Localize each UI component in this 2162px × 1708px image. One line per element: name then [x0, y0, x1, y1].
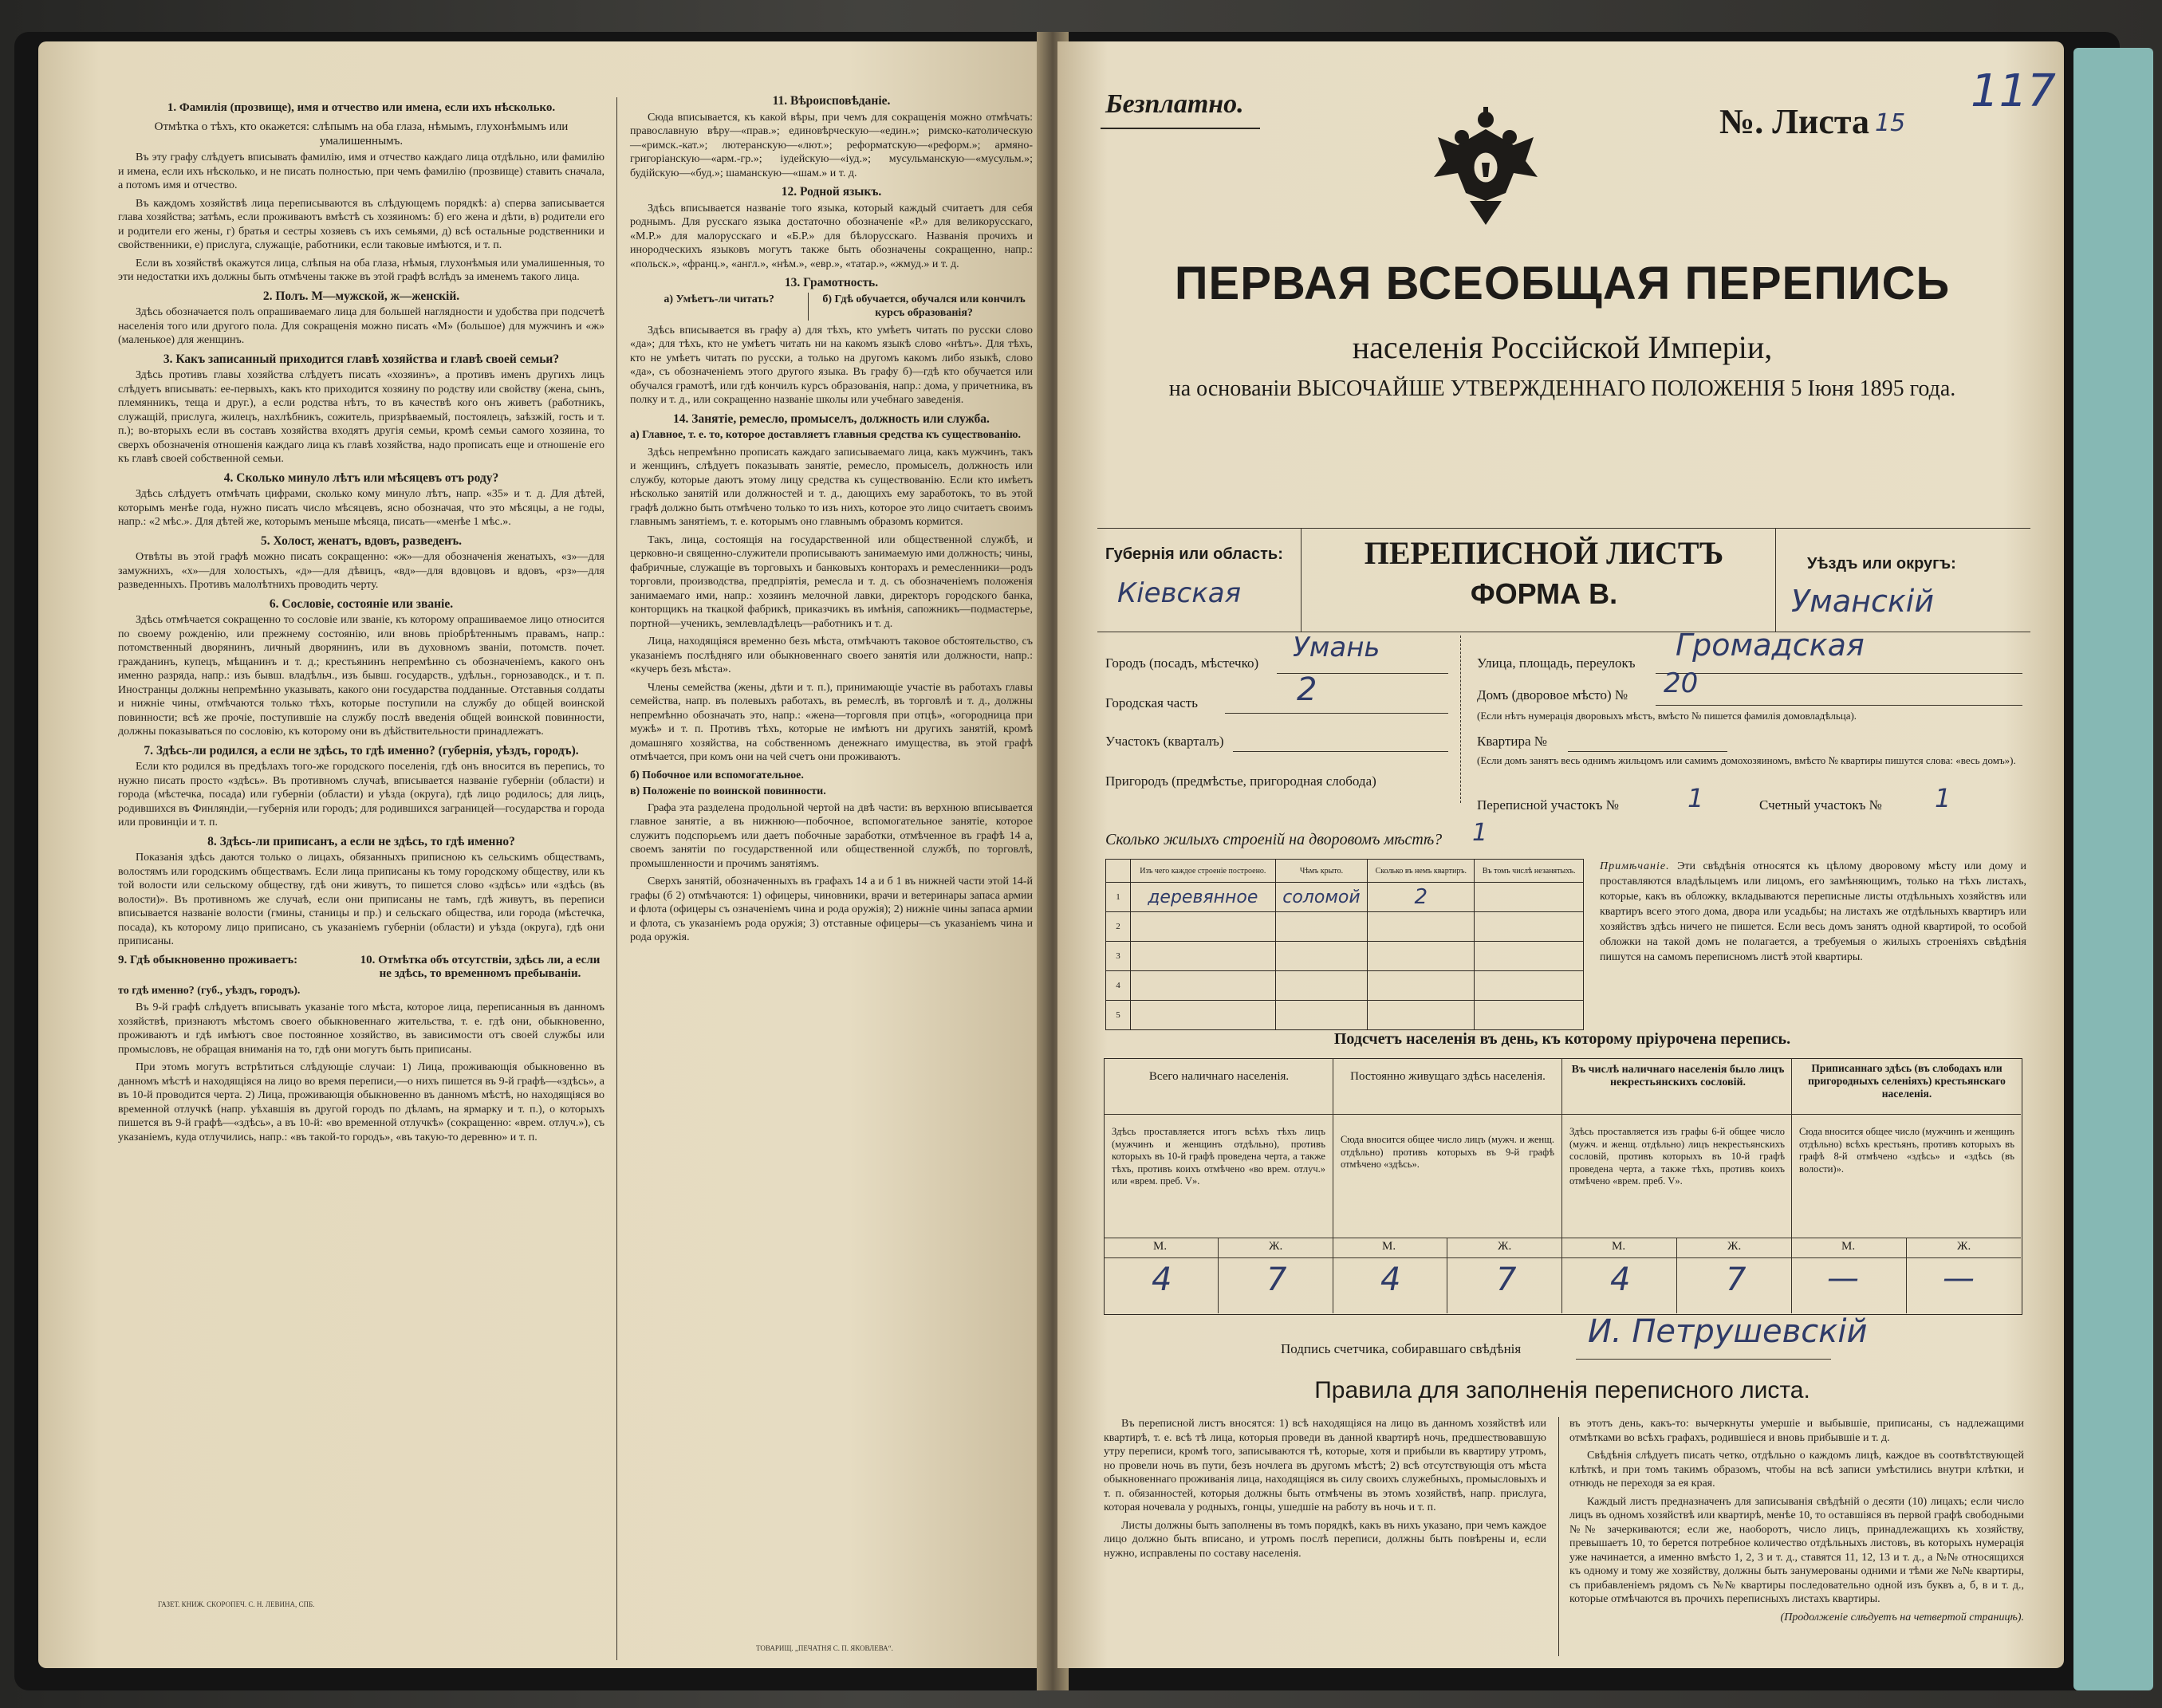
sheet-number-label: №. Листа [1719, 102, 1870, 141]
census-section-label: Переписной участокъ № [1477, 797, 1619, 813]
rules-column-1 [1104, 1417, 1546, 1564]
signature-line [1576, 1359, 1831, 1360]
section-1-title: 1. Фамилія (прозвище), имя и отчество или имена, если ихъ нѣсколько. [167, 101, 556, 114]
section-7-title: 7. Здѣсь-ли родился, а если не здѣсь, то гдѣ именно? (губернія, уѣздъ, городъ). [144, 743, 579, 758]
row-roof [1275, 1001, 1368, 1030]
count-col4-desc: Сюда вносится общее число (мужчинъ и женщинъ отдѣльно) всѣхъ крестьянъ, противъ которыхъ въ графѣ 8-й отмѣчено «здѣсь» и «здѣсь (въ волости)». [1799, 1126, 2014, 1175]
table-header-roof: Чѣмъ крыто. [1275, 860, 1368, 883]
table-header-empty: Въ томъ числѣ незанятыхъ. [1475, 860, 1584, 883]
section-5-title: 5. Холост, женатъ, вдовъ, разведенъ. [260, 533, 463, 548]
section-label: Участокъ (кварталъ) [1105, 734, 1224, 749]
census-section-value: 1 [1687, 783, 1704, 813]
signature-label: Подпись счетчика, собиравшаго свѣдѣнія [1281, 1341, 1522, 1356]
form-subtitle: ФОРМА В. [1470, 577, 1618, 610]
enumerator-signature: И. Петрушевскій [1588, 1313, 1868, 1350]
non-peasant-female-count: 7 [1726, 1261, 1747, 1298]
peasant-male-count: — [1827, 1260, 1859, 1297]
rules-title: Правила для заполненія переписного листа. [1314, 1377, 1810, 1403]
section-14-c: в) Положеніе по воинской повинности. [630, 785, 826, 797]
street-line [1656, 673, 2022, 674]
archive-folio-number: 117 [1971, 65, 2056, 117]
count-col3-title: Въ числѣ наличнаго населенія было лицъ некрестьянскихъ сословій. [1571, 1064, 1785, 1088]
row-empty [1475, 883, 1584, 912]
row-empty [1475, 1001, 1584, 1030]
section-6-title: 6. Сословіе, состояніе или званіе. [269, 596, 454, 611]
section-14-text-1: Здѣсь непремѣнно прописать каждаго записываемаго лица, какъ мужчинъ, такъ и женщинъ, слѣдуетъ показывать занятіе, ремесло, промыселъ, должность или службу, которые даютъ этому лицу средства къ существованію. Если кто имѣетъ нѣсколько занятій или должностей и т. д., дающихъ ему заработокъ, то въ этой графѣ должно быть отмѣчено только то изъ нихъ, которое это лицо считаетъ своимъ главнымъ занятіемъ, т. е. которымъ оно главнымъ образомъ кормится. [630, 446, 1033, 528]
row-number: 5 [1106, 1001, 1131, 1030]
left-footer-printer: ГАЗЕТ. КНИЖ. СКОРОПЕЧ. С. Н. ЛЕВИНА, СПБ. [158, 1600, 315, 1608]
table-row [1106, 1001, 1584, 1030]
section-14-title: 14. Занятіе, ремесло, промыселъ, должность или служба. [673, 411, 990, 426]
peasant-female-count: — [1943, 1260, 1975, 1297]
count-mf-split-1 [1218, 1238, 1219, 1313]
instructions-column-2 [630, 89, 1033, 949]
street-label: Улица, площадь, переулокъ [1477, 655, 1636, 671]
col3-f-label: Ж. [1727, 1240, 1742, 1253]
col1-m-label: М. [1153, 1240, 1168, 1253]
col1-f-label: Ж. [1269, 1240, 1283, 1253]
total-male-count: 4 [1152, 1261, 1172, 1298]
count-col1-desc: Здѣсь проставляется итогъ всѣхъ тѣхъ лицъ (мужчинъ и женщинъ отдѣльно), противъ которыхъ въ 10-й графѣ проведена черта, а также тѣхъ, противъ коихъ отмѣчено «во врем. отлуч.» или «врем. преб. V». [1112, 1126, 1325, 1187]
section-9-text-2: При этомъ могутъ встрѣтиться слѣдующіе случаи: 1) Лица, проживающія обыкновенно въ данномъ мѣстѣ и находящіяся на лицо во время переписи,—о нихъ пишется въ 9-й графѣ—«здѣсь», а въ 10-й проводится черта. 2) Лица, проживающія обыкновенно въ данномъ мѣстѣ, но находящіяся во временной отлучкѣ (напр. уѣхавшія въ другой городъ по дѣламъ, на ярмарку и т. п.), о которыхъ пишется въ 9-й графѣ—«здѣсь», а въ 10-й: «во временной отлучкѣ» (сокращенно: «врем. отлуч.»), съ указаніемъ, куда отлучились, напр.: «въ такой-то городъ», «въ такую-то деревню» и т. п. [118, 1061, 604, 1143]
street-value: Громадская [1676, 628, 1865, 663]
rules-continued: (Продолженіе слѣдуетъ на четвертой страницѣ). [1780, 1611, 2024, 1623]
row-number: 1 [1106, 883, 1131, 912]
section-14-text-2: Такъ, лица, состоящія на государственной или общественной службѣ, и церковно-и священно-служители прописываютъ занимаемую ими должность; чины, фабричные, служащіе въ торговыхъ и банковыхъ конторахъ и ремесленники—родъ торговли, производства, предпріятія, ремесла и т. д. съ обозначеніемъ положенія занимаемаго ими, напр.: хозяинъ мелочной лавки, директоръ городского банка, конторщикъ на ткацкой фабрикѣ, приказчикъ въ имѣнія, сапожникъ—подмастерье, портной—ученикъ, землевладѣлецъ—работникъ и т. д. [630, 533, 1033, 630]
section-14-text-3: Лица, находящіяся временно безъ мѣста, отмѣчаютъ таковое обстоятельство, съ указаніемъ послѣдняго или обыкновеннаго своего занятія или должности, напр.: «кучеръ безъ мѣста». [630, 636, 1033, 675]
table-header-apartments: Сколько въ немъ квартиръ. [1368, 860, 1475, 883]
section-1-note: Отмѣтка о тѣхъ, кто окажется: слѣпымъ на оба глаза, нѣмымъ, глухонѣмымъ или умалишеннымъ. [154, 120, 569, 148]
district-value: Уманскій [1791, 584, 1935, 619]
row-apartments: 2 [1368, 883, 1475, 912]
count-header-rule [1104, 1114, 2021, 1115]
province-label: Губернія или область: [1105, 545, 1283, 563]
count-section-label: Счетный участокъ № [1759, 797, 1882, 813]
rules-text-5: Каждый листъ предназначенъ для записыванія свѣдѣній о десяти (10) лицахъ; если число лицъ въ одномъ хозяйствѣ или квартирѣ, менѣе 10, то оставшіяся въ первой графѣ свободными №№ зачеркиваются; если же, наоборотъ, число лицъ, принадлежащихъ къ хозяйству, превышаетъ 10, то берется потребное количество отдѣльныхъ листовъ, въ которыхъ нумерація уже начинается, а именно вмѣсто 1, 2, 3 и т. д., ставятся 11, 12, 13 и т. д., а №№ относящихся къ одному и тому же хозяйству, должны быть занумерованы одними и тѣми же №№ квартиры, съ прибавленіемъ рядомъ съ №№ квартиры последовательно одной изъ буквъ а, б, в и т. д., которые отмѣчаются въ прочихъ переписныхъ листахъ квартиры. [1569, 1495, 2024, 1605]
district-label: Уѣздъ или округъ: [1807, 555, 1956, 573]
section-1-text-3: Если въ хозяйствѣ окажутся лица, слѣпыя на оба глаза, нѣмыя, глухонѣмыя или умалишенныя, то эти недостатки ихъ должны быть отмѣчены также въ этой графѣ вслѣдъ за именемъ такого лица. [118, 257, 604, 283]
row-apartments [1368, 1001, 1475, 1030]
row-number: 3 [1106, 942, 1131, 971]
col2-m-label: М. [1382, 1240, 1396, 1253]
resident-female-count: 7 [1496, 1261, 1517, 1298]
free-label: Безплатно. [1105, 89, 1244, 119]
col3-m-label: М. [1612, 1240, 1626, 1253]
count-mf-split-4 [1906, 1238, 1907, 1313]
count-col2-title: Постоянно живущаго здѣсь населенія. [1350, 1070, 1546, 1083]
header-divider-1 [1301, 528, 1302, 632]
table-header-material: Изъ чего каждое строеніе построено. [1131, 860, 1276, 883]
section-2-title: 2. Полъ. М—мужской, ж—женскій. [262, 289, 460, 303]
section-13-title: 13. Грамотность. [784, 276, 879, 289]
row-material [1131, 912, 1276, 942]
census-basis: на основаніи ВЫСОЧАЙШЕ УТВЕРЖДЕННАГО ПОЛОЖЕНІЯ 5 Іюня 1895 года. [1168, 376, 1956, 401]
row-apartments [1368, 912, 1475, 942]
suburb-label: Пригородъ (предмѣстье, пригородная слобода) [1105, 773, 1376, 789]
left-page [38, 41, 1049, 1668]
city-label: Городъ (посадъ, мѣстечко) [1105, 655, 1259, 671]
count-title: Подсчетъ населенія въ день, къ которому пріурочена перепись. [1333, 1030, 1791, 1048]
apartment-note: (Если домъ занятъ весь однимъ жильцомъ или самимъ домохозяиномъ, вмѣсто № квартиры пишутся слова: «весь домъ»). [1477, 754, 2016, 766]
form-title: ПЕРЕПИСНОЙ ЛИСТЪ [1364, 535, 1724, 571]
census-subtitle: населенія Россійской Имперіи, [1352, 329, 1773, 365]
count-values-rule [1104, 1257, 2021, 1258]
census-title: ПЕРВАЯ ВСЕОБЩАЯ ПЕРЕПИСЬ [1174, 258, 1951, 309]
apartment-line [1568, 751, 1727, 752]
table-row [1106, 942, 1584, 971]
count-col3-desc: Здѣсь проставляется изъ графы 6-й общее число (мужч. и женщ. отдѣльно) лицъ некрестьянскихъ сословій, противъ которыхъ въ 10-й графѣ проведена черта, а также тѣхъ, противъ коихъ отмѣчено «врем. преб. V». [1569, 1126, 1785, 1187]
rules-text-3: въ этотъ день, какъ-то: вычеркнуты умершіе и выбывшіе, приписаны, съ надлежащими отмѣтками во всѣхъ графахъ, родившіеся и вновь прибывшіе и т. д. [1569, 1418, 2024, 1444]
note-text: Эти свѣдѣнія относятся къ цѣлому дворовому мѣсту или дому и проставляются владѣльцемъ или лицомъ, его замѣняющимъ, только на тѣхъ листахъ, которые, какъ въ обложку, вкладываются переписные листы отдѣльныхъ хозяйствъ или квартиръ всего этого дома, двора или усадьбы; на листахъ же отдѣльныхъ квартиръ или хозяйствъ здѣсь ничего не пишется. Если весь домъ занятъ одной квартирой, то особой обложки на такой домъ не полагается, а требуемыя о жилыхъ строеніяхъ свѣдѣнія пишутся на самомъ переписномъ листѣ этой квартиры. [1600, 860, 2026, 963]
section-line [1233, 751, 1448, 752]
section-5-text: Отвѣты въ этой графѣ можно писать сокращенно: «ж»—для обозначенія женатыхъ, «з»—для замужнихъ, «х»—для холостыхъ, «д»—для дѣвицъ, «вд»—для вдовцовъ и вдовъ, «рз»—для разведенныхъ. Противъ малолѣтнихъ проводить черту. [118, 551, 604, 591]
section-13-a: а) Умѣетъ-ли читать? [630, 293, 809, 321]
row-material [1131, 942, 1276, 971]
rules-text-1: Въ переписной листъ вносятся: 1) всѣ находящіяся на лицо въ данномъ хозяйствѣ или квартирѣ, т. е. всѣ тѣ лица, которыя проведи въ данной квартирѣ ночь, предшествовавшую утру переписи, кромѣ того, записываются тѣ, которые, хотя и прибыли въ квартиру утромъ, но провели ночь въ пути, безъ ночлега въ другомъ мѣстѣ; 2) всѣ отсутствующія отъ мѣста обыкновеннаго проживанія лица, находящіяся въ силу своихъ служебныхъ, промысловыхъ и т. п. обязанностей, которыя должны быть отмѣчены въ этомъ хозяйствѣ, напр. прислуга, которая ночевала у родныхъ, гонцы, ушедшіе на работу въ ночь и т. п. [1104, 1418, 1546, 1513]
count-section-value: 1 [1935, 783, 1951, 813]
free-underline [1101, 128, 1260, 129]
total-female-count: 7 [1266, 1261, 1287, 1298]
table-corner [1106, 860, 1131, 883]
book-side-tab [2073, 48, 2153, 1690]
row-material [1131, 971, 1276, 1001]
house-value: 20 [1664, 667, 1699, 699]
col2-f-label: Ж. [1498, 1240, 1512, 1253]
address-divider [1460, 636, 1461, 803]
row-number: 2 [1106, 912, 1131, 942]
count-divider-3 [1791, 1058, 1792, 1313]
row-empty [1475, 942, 1584, 971]
house-line [1656, 705, 2022, 706]
instructions-column-1 [118, 96, 604, 1148]
section-3-text: Здѣсь противъ главы хозяйства слѣдуетъ писать «хозяинъ», а противъ именъ другихъ лицъ слѣдуетъ вписывать: ее-первыхъ, какъ кто приходится хозяину по родству или свойству (жена, сынъ, племянникъ, теща и друг.), а если родства нѣтъ, то въ качествѣ кого онъ живетъ (работникъ, служащій, прислуга, жилецъ, нахлѣбникъ, сожитель, призрѣваемый, постоялецъ, заѣзжій, гость и т. п.); во-вторыхъ если въ составъ хозяйства входятъ другія семьи, кромѣ семьи самого хозяина, то сверхъ обозначенія отношенія каждаго лица къ главѣ хозяйства, надо прописать еще и отношеніе его къ главѣ своей собственной семьи. [118, 369, 604, 465]
section-10-title: 10. Отмѣтка объ отсутствіи, здѣсь ли, а если не здѣсь, то временномъ пребываніи. [360, 953, 601, 980]
count-mf-split-3 [1676, 1238, 1677, 1313]
count-col2-desc: Сюда вносится общее число лицъ (мужч. и женщ. отдѣльно) противъ которыхъ въ 9-й графѣ отмѣчено «здѣсь». [1341, 1134, 1554, 1170]
row-roof [1275, 912, 1368, 942]
city-value: Умань [1293, 632, 1380, 663]
rules-divider [1558, 1417, 1559, 1656]
row-material [1131, 1001, 1276, 1030]
section-1-text-1: Въ эту графу слѣдуетъ вписывать фамилію, имя и отчество каждаго лица отдѣльно, или фамилію и имена, если ихъ нѣсколько, и не писать полностью, при чемъ фамилію (прозвище) ставить сначала, а потомъ имя и отчество. [118, 152, 604, 191]
city-part-line [1225, 713, 1448, 714]
row-material: деревянное [1131, 883, 1276, 912]
city-part-label: Городская часть [1105, 695, 1198, 710]
right-page [1057, 41, 2064, 1668]
note-title: Примѣчаніе. [1600, 860, 1670, 872]
buildings-table [1105, 859, 1584, 1030]
row-roof: соломой [1275, 883, 1368, 912]
section-9-subtitle: то гдѣ именно? (губ., уѣздъ, городъ). [118, 984, 301, 997]
section-9-text: Въ 9-й графѣ слѣдуетъ вписывать указаніе того мѣста, которое лица, переписанныя въ данномъ хозяйствѣ, признаютъ мѣстомъ своего обыкновеннаго жительства, т. е. гдѣ они, обыкновенно, проживаютъ и гдѣ имѣютъ свое постоянное хозяйство, въ зависимости отъ своей службы или промысловъ, не обращая вниманія на то, гдѣ они могутъ быть приписаны. [118, 1002, 604, 1056]
section-1-text-2: Въ каждомъ хозяйствѣ лица переписываются въ слѣдующемъ порядкѣ: а) сперва записывается глава хозяйства; затѣмъ, если проживаютъ вмѣстѣ съ хозяиномъ: б) его жена и дѣти, в) родители его и родители его жены, г) братья и сестры хозяевъ съ ихъ семьями, д) всѣ остальные родственники и свойственники, е) прислуга, служащіе, работники, если таковые имѣются, и т. п. [118, 197, 604, 251]
row-empty [1475, 912, 1584, 942]
resident-male-count: 4 [1380, 1261, 1401, 1298]
section-9-title: 9. Гдѣ обыкновенно проживаетъ: [118, 953, 298, 966]
buildings-note [1600, 859, 2026, 965]
section-14-a: а) Главное, т. е. то, которое доставляетъ главныя средства къ существованію. [630, 429, 1021, 441]
sheet-number-value: 15 [1875, 109, 1906, 137]
section-14-text-5: Графа эта разделена продольной чертой на двѣ части: въ верхнюю вписывается главное занятіе, а въ нижнюю—побочное, вспомогательное занятіе, которое служитъ подспорьемъ или даетъ побочные заработки, отмѣченное въ графѣ 14 а, своемъ занятіи по государственной или общественной службѣ, по торговлѣ, промышленности и прочимъ занятіямъ. [630, 801, 1033, 870]
section-8-text: Показанія здѣсь даются только о лицахъ, обязанныхъ приписною къ сельскимъ обществамъ, волостямъ или городскимъ обществамъ. Если лица приписаны къ тому городскому обществу, или къ той волости или сельскому обществу, гдѣ они живутъ, то пишется слово «здѣсь» или «здѣсь (въ волости)». Въ противномъ же случаѣ, если они приписаны не тамъ, гдѣ живутъ, въ переписи вписывается названіе волости (гмины, станицы и пр.) и сельскаго общества, или города (мѣстечка, посада), къ которому лицо приписано, съ указаніемъ губерніи (области) и уѣзда (округа), гдѣ они приписаны. [118, 852, 604, 947]
rules-text-2: Листы должны быть заполнены въ томъ порядкѣ, какъ въ нихъ указано, при чемъ каждое лицо должно быть вписано, и утромъ послѣ переписи, должны быть повѣрены и, если нужно, исправлены по составу населенія. [1104, 1519, 1546, 1560]
section-13-text: Здѣсь вписывается въ графу а) для тѣхъ, кто умѣетъ читать по русски слово «да»; для тѣхъ, кто не умѣетъ читать ни на какомъ языкѣ слово «нѣтъ». Для тѣхъ, кто не умѣетъ читать по русски, а только на другомъ какомъ либо языкѣ, слово «да», съ обозначеніемъ этого другого языка. Въ графу б)—гдѣ кто обучается или обучался грамотѣ, или гдѣ кончилъ курсъ образованія, напр.: дома, у причетника, въ полку и т. д., или сокращенно названіе школы или учебнаго заведенія. [630, 324, 1033, 406]
section-3-title: 3. Какъ записанный приходится главѣ хозяйства и главѣ своей семьи? [163, 352, 560, 366]
double-eagle-emblem [1426, 105, 1546, 233]
section-4-text: Здѣсь слѣдуетъ отмѣчать цифрами, сколько кому минуло лѣтъ, напр. «35» и т. д. Для дѣтей, которымъ менѣе года, нужно писать число мѣсяцевъ, ясно обозначая, что это мѣсяцы, а не годы, напр.: «2 мѣс.». Для дѣтей же, которымъ меньше мѣсяца, писать—«менѣе 1 мѣс.». [118, 488, 604, 528]
section-12-title: 12. Родной языкъ. [781, 185, 882, 199]
section-14-b: б) Побочное или вспомогательное. [630, 769, 804, 781]
section-12-text: Здѣсь вписывается названіе того языка, который каждый считаетъ для себя роднымъ. Для русскаго языка достаточно обозначеніе «Р.» для великорусскаго, «М.Р.» для малорусскаго и «Б.Р.» для бѣлорусскаго. Названія прочихъ и инородческихъ языковъ могутъ также быть обозначены сокращенно, напр.: «польск.», «франц.», «англ.», «нѣм.», «евр.», «татар.», «жмуд.» и т. д. [630, 202, 1033, 270]
section-4-title: 4. Сколько минуло лѣтъ или мѣсяцевъ отъ роду? [223, 470, 499, 485]
row-apartments [1368, 971, 1475, 1001]
table-row [1106, 971, 1584, 1001]
left-footer-press: ТОВАРИЩ. „ПЕЧАТНЯ С. П. ЯКОВЛЕВА“. [756, 1644, 893, 1652]
apartment-label: Квартира № [1477, 734, 1548, 749]
col4-f-label: Ж. [1957, 1240, 1971, 1253]
row-apartments [1368, 942, 1475, 971]
section-14-text-6: Сверхъ занятій, обозначенныхъ въ графахъ 14 а и б 1 въ нижней части этой 14-й графы (б 2) отмѣчаются: 1) офицеры, чиновники, врачи и ветеринары запаса армии и флота (офицеры съ означеніемъ чина и рода оружія); 2) нижніе чины запаса армии и флота, съ указаніемъ рода оружія; 3) отставные офицеры—съ указаніемъ чина и рода оружія. [630, 876, 1033, 943]
count-col1-title: Всего наличнаго населенія. [1148, 1070, 1290, 1083]
row-roof [1275, 971, 1368, 1001]
table-row [1106, 883, 1584, 912]
city-part-value: 2 [1297, 671, 1317, 708]
house-note: (Если нѣтъ нумерація дворовыхъ мѣстъ, вмѣсто № пишется фамилія домовладѣльца). [1477, 710, 1857, 722]
buildings-value: 1 [1472, 819, 1488, 847]
rules-text-4: Свѣдѣнія слѣдуетъ писать четко, отдѣльно о каждомъ лицѣ, каждое въ соотвѣтствующей клѣткѣ, и при томъ такимъ образомъ, чтобы на всѣ записи умѣстились внутри клѣтки, и отнюдь не переходя за ея края. [1569, 1450, 2024, 1490]
header-rule [1097, 528, 2030, 529]
section-7-text: Если кто родился въ предѣлахъ того-же городского поселенія, гдѣ онъ вносится въ перепись, то нужно писать просто «здѣсь». Въ противномъ случаѣ, вписывается названіе губерніи (области) и города (мѣстечка, посада) или губерніи (области) и уѣзда (округа), гдѣ лицо родилось; для лицъ, родившихся въ Финляндіи,—губернія или городъ; для родившихся заграницей—государства и города или провинціи и т. п. [118, 761, 604, 828]
non-peasant-male-count: 4 [1610, 1261, 1631, 1298]
row-number: 4 [1106, 971, 1131, 1001]
col4-m-label: М. [1841, 1240, 1856, 1253]
table-row [1106, 912, 1584, 942]
column-divider [616, 97, 617, 1660]
section-8-title: 8. Здѣсь-ли приписанъ, а если не здѣсь, то гдѣ именно? [207, 834, 515, 848]
count-col4-title: Приписаннаго здѣсь (въ слободахъ или пригородныхъ селеніяхъ) крестьянскаго населенія. [1808, 1062, 2006, 1100]
province-value: Кіевская [1117, 577, 1242, 609]
buildings-label: Сколько жилыхъ строеній на дворовомъ мѣстѣ? [1105, 831, 1443, 848]
house-label: Домъ (дворовое мѣсто) № [1477, 687, 1628, 702]
section-14-text-4: Члены семейства (жены, дѣти и т. п.), принимающіе участіе въ работахъ главы семейства, напр. въ полевыхъ работахъ, въ ремеслѣ, въ торговлѣ и т. д., должны непремѣнно обозначать это, напр.: «жена—торговля при отцѣ», «огородница при мужѣ» и т. п. Противъ тѣхъ, которые не имѣютъ ни другихъ занятій, кромѣ домашняго хозяйства, на собственномъ денежнаго имущества, въ этой графѣ отмѣчается, при комъ они на чей счетъ они проживаютъ. [630, 681, 1033, 763]
section-11-text: Сюда вписывается, къ какой вѣры, при чемъ для сокращенія можно отмѣчать: православную вѣру—«прав.»; единовѣрческую—«един.»; римско-католическую—«римск.-кат.»; лютеранскую—«лют.»; реформатскую—«реформ.»; армяно-григоріанскую—«арм.-гр.»; іудейскую—«іуд.»; мусульманскую—«мусульм.»; будійскую—«буд.»; шаманскую—«шам.» и т. д. [630, 111, 1033, 179]
section-13-b: б) Гдѣ обучается, обучался или кончилъ курсъ образованія? [822, 293, 1026, 319]
count-divider-2 [1561, 1058, 1562, 1313]
section-2-text: Здѣсь обозначается полъ опрашиваемаго лица для большей наглядности и удобства при подсчетѣ населенія того или другого пола. Для сокращенія можно писать «М» (большое) для мужчинъ и «ж» (маленькое) для женщинъ. [118, 306, 604, 346]
section-6-text: Здѣсь отмѣчается сокращенно то сословіе или званіе, къ которому опрашиваемое лицо относится по своему рожденію, или прежнему состоянію, или вновь пріобрѣтеннымъ правамъ, напр.: потомственный дворянинъ, личный дворянинъ, или въ духовномъ званіи, потомств. почет. гражданинъ, купецъ, мѣщанинъ и т. д.; крестьянинъ непремѣнно съ обозначеніемъ, какого онъ именно разряда, напр.: изъ бывш. владѣльч., изъ бывш. государств., удѣльн., горнозаводск., и т. п. Иностранцы должны непремѣнно указывать, какого они государства подданные. Отставныя солдаты и нижніе чины, отмѣчаются только тѣхъ, которые поступили на службу до общей воинской повинности; всѣ же прочіе, поступившіе на службу послѣ введенія общей воинской повинности, должны показываться по сословію, къ которому они въ дѣйствительности принадлежатъ. [118, 614, 604, 738]
rules-column-2 [1569, 1417, 2024, 1624]
section-11-title: 11. Вѣроисповѣданіе. [772, 94, 891, 108]
row-roof [1275, 942, 1368, 971]
header-divider-2 [1775, 528, 1776, 632]
row-empty [1475, 971, 1584, 1001]
